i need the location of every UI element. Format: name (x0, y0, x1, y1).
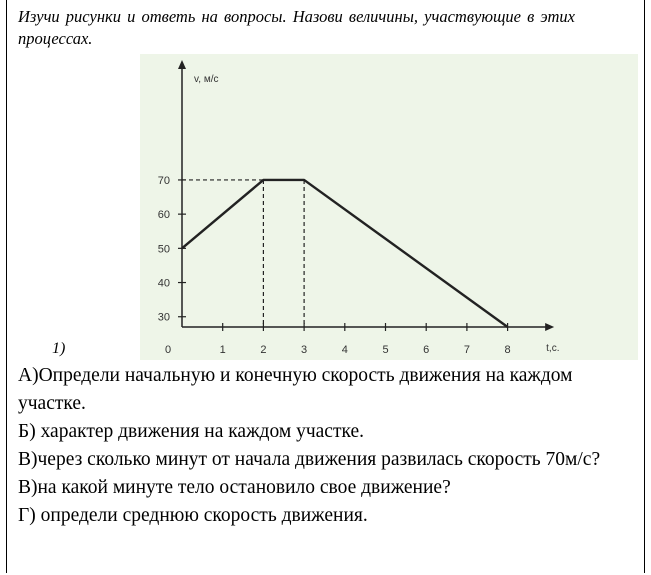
item-number: 1) (52, 340, 66, 357)
x-tick-label: 7 (463, 344, 470, 356)
x-tick-label: 5 (382, 344, 389, 356)
question-c: В)через сколько минут от начала движения развилась скорость 70м/с? (18, 449, 601, 470)
x-tick-label: 1 (219, 344, 226, 356)
y-axis-label: v, м/с (194, 74, 219, 85)
x-axis-label: t,c. (546, 343, 560, 354)
velocity-time-chart (140, 54, 638, 366)
chart-svg (140, 54, 638, 366)
y-tick-label: 30 (157, 311, 170, 324)
question-a: А)Определи начальную и конечную скорость движения на каждом участке. (18, 365, 573, 414)
x-tick-label: 0 (164, 344, 172, 356)
x-tick-label: 4 (341, 344, 348, 356)
question-e: Г) определи среднюю скорость движения. (18, 505, 368, 526)
y-tick-label: 40 (157, 277, 170, 290)
y-tick-label: 50 (157, 243, 170, 256)
instruction-text: Изучи рисунки и ответь на вопросы. Назови величины, участвующие в этих процессах. (18, 7, 575, 48)
question-d: В)на какой минуте тело остановило свое движение? (18, 477, 451, 498)
question-b: Б) характер движения на каждом участке. (18, 421, 364, 442)
x-tick-label: 6 (423, 344, 430, 356)
y-tick-label: 60 (157, 209, 170, 222)
chart-background (140, 54, 638, 360)
x-tick-label: 8 (504, 344, 511, 356)
x-tick-label: 2 (260, 344, 267, 356)
questions-list (18, 362, 638, 530)
y-tick-label: 70 (157, 174, 170, 187)
x-tick-label: 3 (301, 344, 308, 356)
